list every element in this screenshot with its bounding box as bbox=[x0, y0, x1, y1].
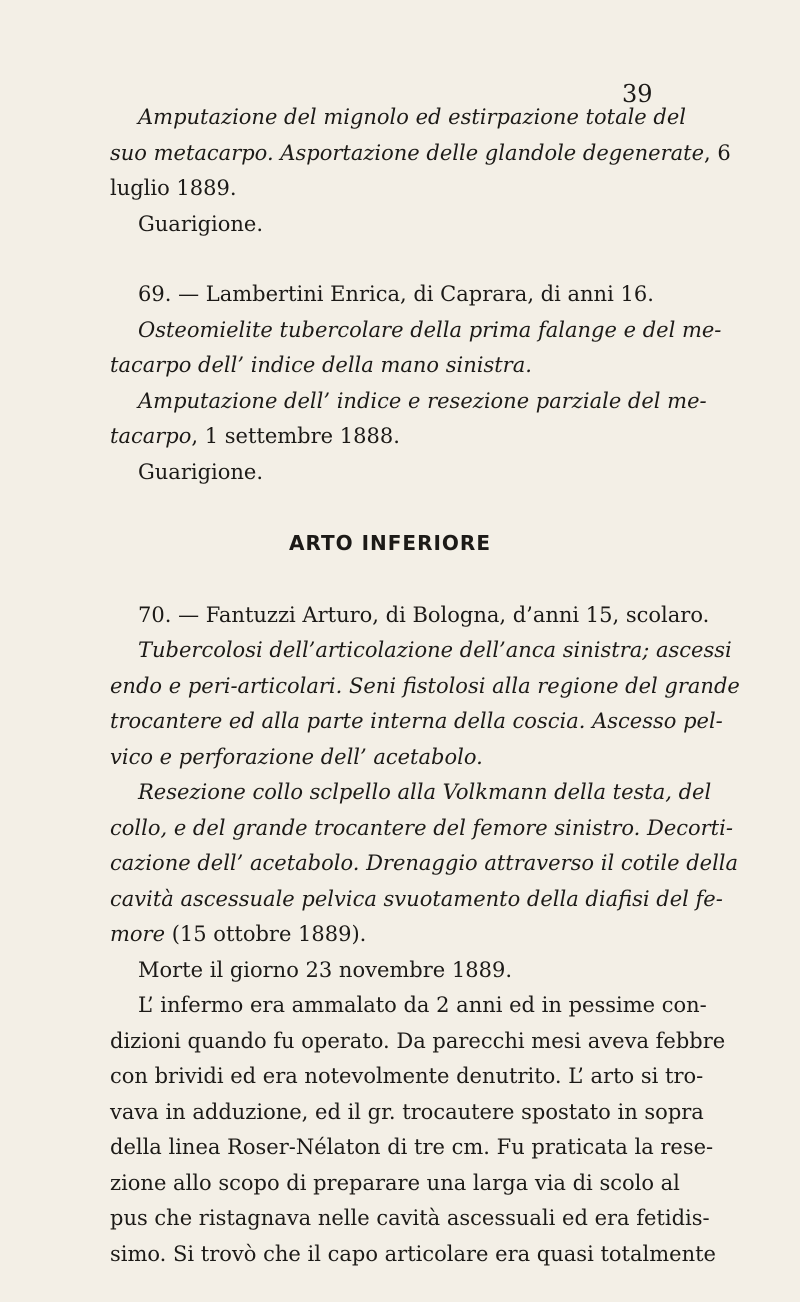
text-span: , 1 settembre 1888. bbox=[191, 424, 400, 448]
text-line: Guarigione. bbox=[138, 211, 264, 236]
text-line: Guarigione. bbox=[138, 459, 264, 484]
text-line: della linea Roser-Nélaton di tre cm. Fu praticata la rese- bbox=[110, 1135, 714, 1159]
text-line: con brividi ed era notevolmente denutrito. L’ arto si tro- bbox=[110, 1064, 704, 1088]
text-line bbox=[110, 419, 670, 455]
text-span: more bbox=[110, 922, 166, 946]
text-line: 69. — Lambertini Enrica, di Caprara, di anni 16. bbox=[138, 282, 654, 306]
text-line: pus che ristagnava nelle cavità ascessuali ed era fetidis- bbox=[110, 1206, 710, 1230]
text-line: vava in adduzione, ed il gr. trocautere spostato in sopra bbox=[110, 1099, 704, 1124]
text-line: luglio 1889. bbox=[110, 176, 237, 200]
section-heading: ARTO INFERIORE bbox=[289, 531, 491, 555]
spacer bbox=[110, 562, 670, 598]
spacer bbox=[110, 242, 670, 277]
text-line bbox=[110, 136, 731, 172]
text-span: (15 ottobre 1889). bbox=[165, 922, 367, 946]
body-text bbox=[110, 100, 740, 1272]
text-line: tacarpo dell’ indice della mano sinistra. bbox=[110, 353, 532, 377]
text-line: Amputazione del mignolo ed estirpazione totale del bbox=[138, 105, 686, 129]
text-line: Morte il giorno 23 novembre 1889. bbox=[138, 957, 512, 982]
page-number: 39 bbox=[622, 80, 653, 108]
text-line bbox=[110, 917, 670, 953]
text-line: zione allo scopo di preparare una larga via di scolo al bbox=[110, 1170, 680, 1195]
text-line: vico e perforazione dell’ acetabolo. bbox=[110, 744, 483, 769]
text-span: suo metacarpo. Asportazione delle glandole degenerate bbox=[110, 140, 705, 165]
text-line: cavità ascessuale pelvica svuotamento della diafisi del fe- bbox=[110, 886, 723, 911]
text-line: Resezione collo sclpello alla Volkmann della testa, del bbox=[138, 780, 712, 804]
text-line: Osteomielite tubercolare della prima falange e del me- bbox=[138, 317, 722, 342]
spacer bbox=[110, 490, 670, 526]
text-line: dizioni quando fu operato. Da parecchi mesi aveva febbre bbox=[110, 1028, 726, 1053]
text-line: trocantere ed alla parte interna della coscia. Ascesso pel- bbox=[110, 709, 723, 733]
text-line: Amputazione dell’ indice e resezione parziale del me- bbox=[138, 388, 707, 413]
text-line: Tubercolosi dell’articolazione dell’anca sinistra; ascessi bbox=[138, 638, 732, 662]
text-line: cazione dell’ acetabolo. Drenaggio attraverso il cotile della bbox=[110, 851, 739, 875]
text-line: collo, e del grande trocantere del femore sinistro. Decorti- bbox=[110, 815, 733, 840]
text-line: simo. Si trovò che il capo articolare era quasi totalmente bbox=[110, 1241, 716, 1266]
text-line: endo e peri-articolari. Seni fistolosi alla regione del grande bbox=[110, 673, 740, 698]
text-line: L’ infermo era ammalato da 2 anni ed in pessime con- bbox=[138, 993, 707, 1017]
text-line: 70. — Fantuzzi Arturo, di Bologna, d’anni 15, scolaro. bbox=[138, 602, 710, 627]
text-span: tacarpo bbox=[110, 424, 192, 448]
text-span: , 6 bbox=[704, 140, 731, 165]
